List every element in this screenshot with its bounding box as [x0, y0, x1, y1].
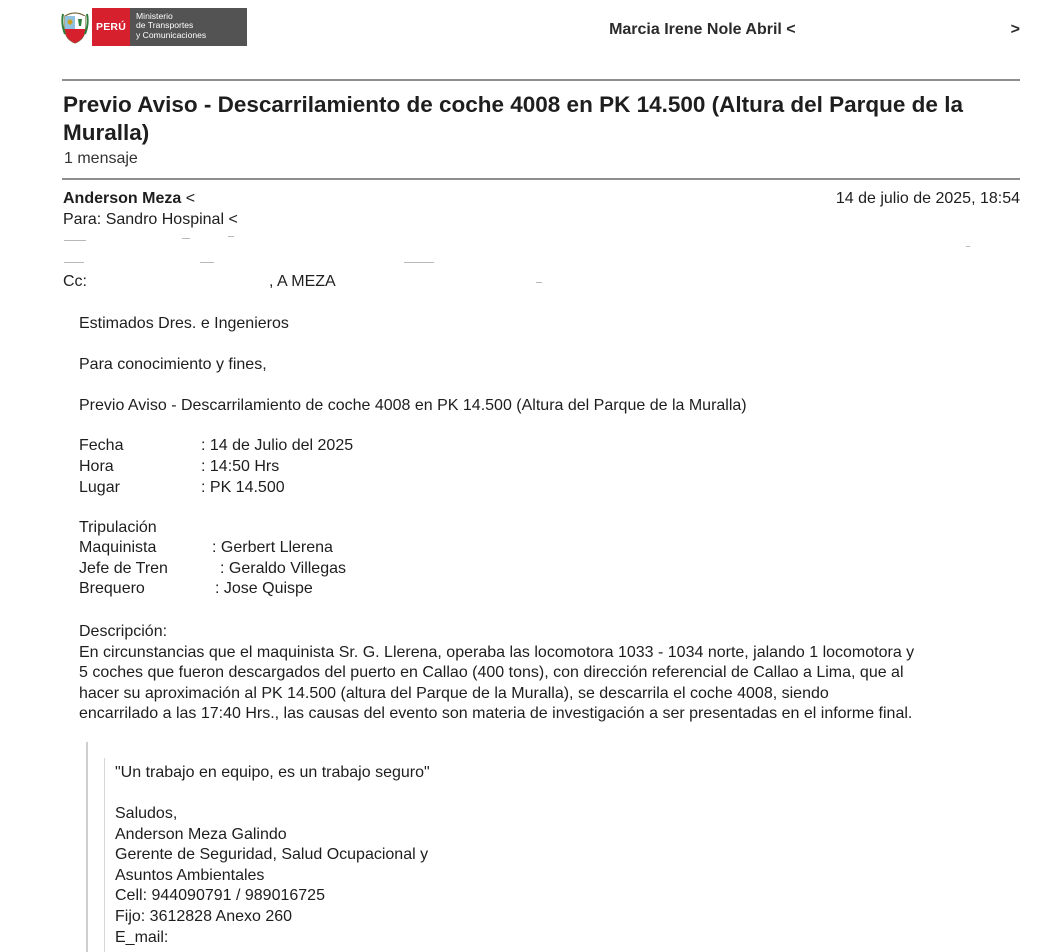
detail-label: Lugar — [79, 479, 120, 496]
message-count: 1 mensaje — [64, 150, 138, 167]
signature-phone: Cell: 944090791 / 989016725 — [115, 887, 325, 905]
account-name-text: Marcia Irene Nole Abril < — [609, 21, 796, 38]
detail-value: : 14:50 Hrs — [201, 458, 280, 475]
cc-recipient: , A MEZA — [269, 273, 336, 290]
account-name-end: > — [1010, 21, 1020, 38]
greeting: Estimados Dres. e Ingenieros — [79, 315, 289, 332]
crew-row-driver — [79, 538, 333, 558]
signature-motto: "Un trabajo en equipo, es un trabajo seguro" — [115, 764, 430, 781]
logo-ministry-line: y Comunicaciones — [136, 29, 207, 40]
crew-label: Brequero — [79, 580, 145, 597]
header-divider — [62, 79, 1020, 81]
detail-value: : PK 14.500 — [201, 479, 285, 496]
detail-label: Fecha — [79, 437, 124, 454]
signature-title: Asuntos Ambientales — [115, 866, 265, 884]
detail-row-place — [79, 478, 285, 498]
recipients-to — [63, 211, 238, 229]
logo-country: PERÚ — [92, 8, 130, 46]
thread-subject: Previo Aviso - Descarrilamiento de coche 4008 en PK 14.500 (Altura del Parque de la Muralla) — [63, 92, 963, 145]
sender-address-open: < — [185, 190, 196, 207]
to-recipient: Sandro Hospinal < — [105, 211, 238, 228]
signature-name: Anderson Meza Galindo — [115, 825, 287, 843]
account-name — [609, 21, 1020, 39]
crew-row-conductor — [79, 559, 346, 579]
description-title: Descripción: — [79, 623, 168, 640]
logo-ministry-line: Ministerio — [136, 11, 173, 21]
intro-line: Para conocimiento y fines, — [79, 356, 267, 373]
signature-block — [115, 804, 428, 948]
body-subject: Previo Aviso - Descarrilamiento de coche 4008 en PK 14.500 (Altura del Parque de la Muralla) — [79, 397, 747, 414]
crew-label: Maquinista — [79, 539, 157, 556]
message-date: 14 de julio de 2025, 18:54 — [835, 190, 1020, 207]
recipients-cc — [63, 273, 336, 291]
coat-of-arms-icon — [58, 8, 92, 46]
crew-value: : Gerbert Llerena — [212, 539, 333, 556]
crew-row-brakeman — [79, 579, 313, 599]
signature-landline: Fijo: 3612828 Anexo 260 — [115, 907, 293, 925]
detail-row-time — [79, 457, 280, 477]
logo-ministry-line: de Transportes — [136, 20, 194, 31]
quote-border-inner — [104, 758, 105, 952]
detail-row-date — [79, 436, 354, 456]
sender-name: Anderson Meza — [63, 190, 182, 207]
cc-label: Cc: — [63, 273, 87, 290]
description-line: En circunstancias que el maquinista Sr. G. Llerena, operaba las locomotora 1033 - 1034 norte, jalando 1 locomotora y — [79, 643, 915, 661]
signature-line: Saludos, — [115, 805, 178, 822]
description-line: hacer su aproximación al PK 14.500 (altura del Parque de la Muralla), se descarrila el coche 4008, siendo — [79, 684, 829, 702]
signature-email: E_mail: — [115, 928, 169, 946]
thread-divider — [62, 178, 1020, 180]
detail-label: Hora — [79, 458, 114, 475]
crew-title: Tripulación — [79, 519, 157, 536]
to-label: Para: — [63, 211, 102, 228]
sender — [63, 190, 195, 208]
crew-value: : Geraldo Villegas — [220, 560, 346, 577]
crew-label: Jefe de Tren — [79, 560, 168, 577]
description — [79, 622, 1019, 725]
signature-title: Gerente de Seguridad, Salud Ocupacional y — [115, 846, 429, 864]
crew-value: : Jose Quispe — [215, 580, 313, 597]
description-line: encarrilado a las 17:40 Hrs., las causas del evento son materia de investigación a ser presentadas en el informe final. — [79, 705, 913, 723]
logo-ministry-name — [130, 8, 247, 46]
ministry-logo — [58, 8, 247, 46]
quote-border — [86, 742, 88, 952]
description-line: 5 coches que fueron descargados del puerto en Callao (400 tons), con dirección referencial de Callao a Lima, que al — [79, 664, 904, 682]
detail-value: : 14 de Julio del 2025 — [201, 437, 354, 454]
